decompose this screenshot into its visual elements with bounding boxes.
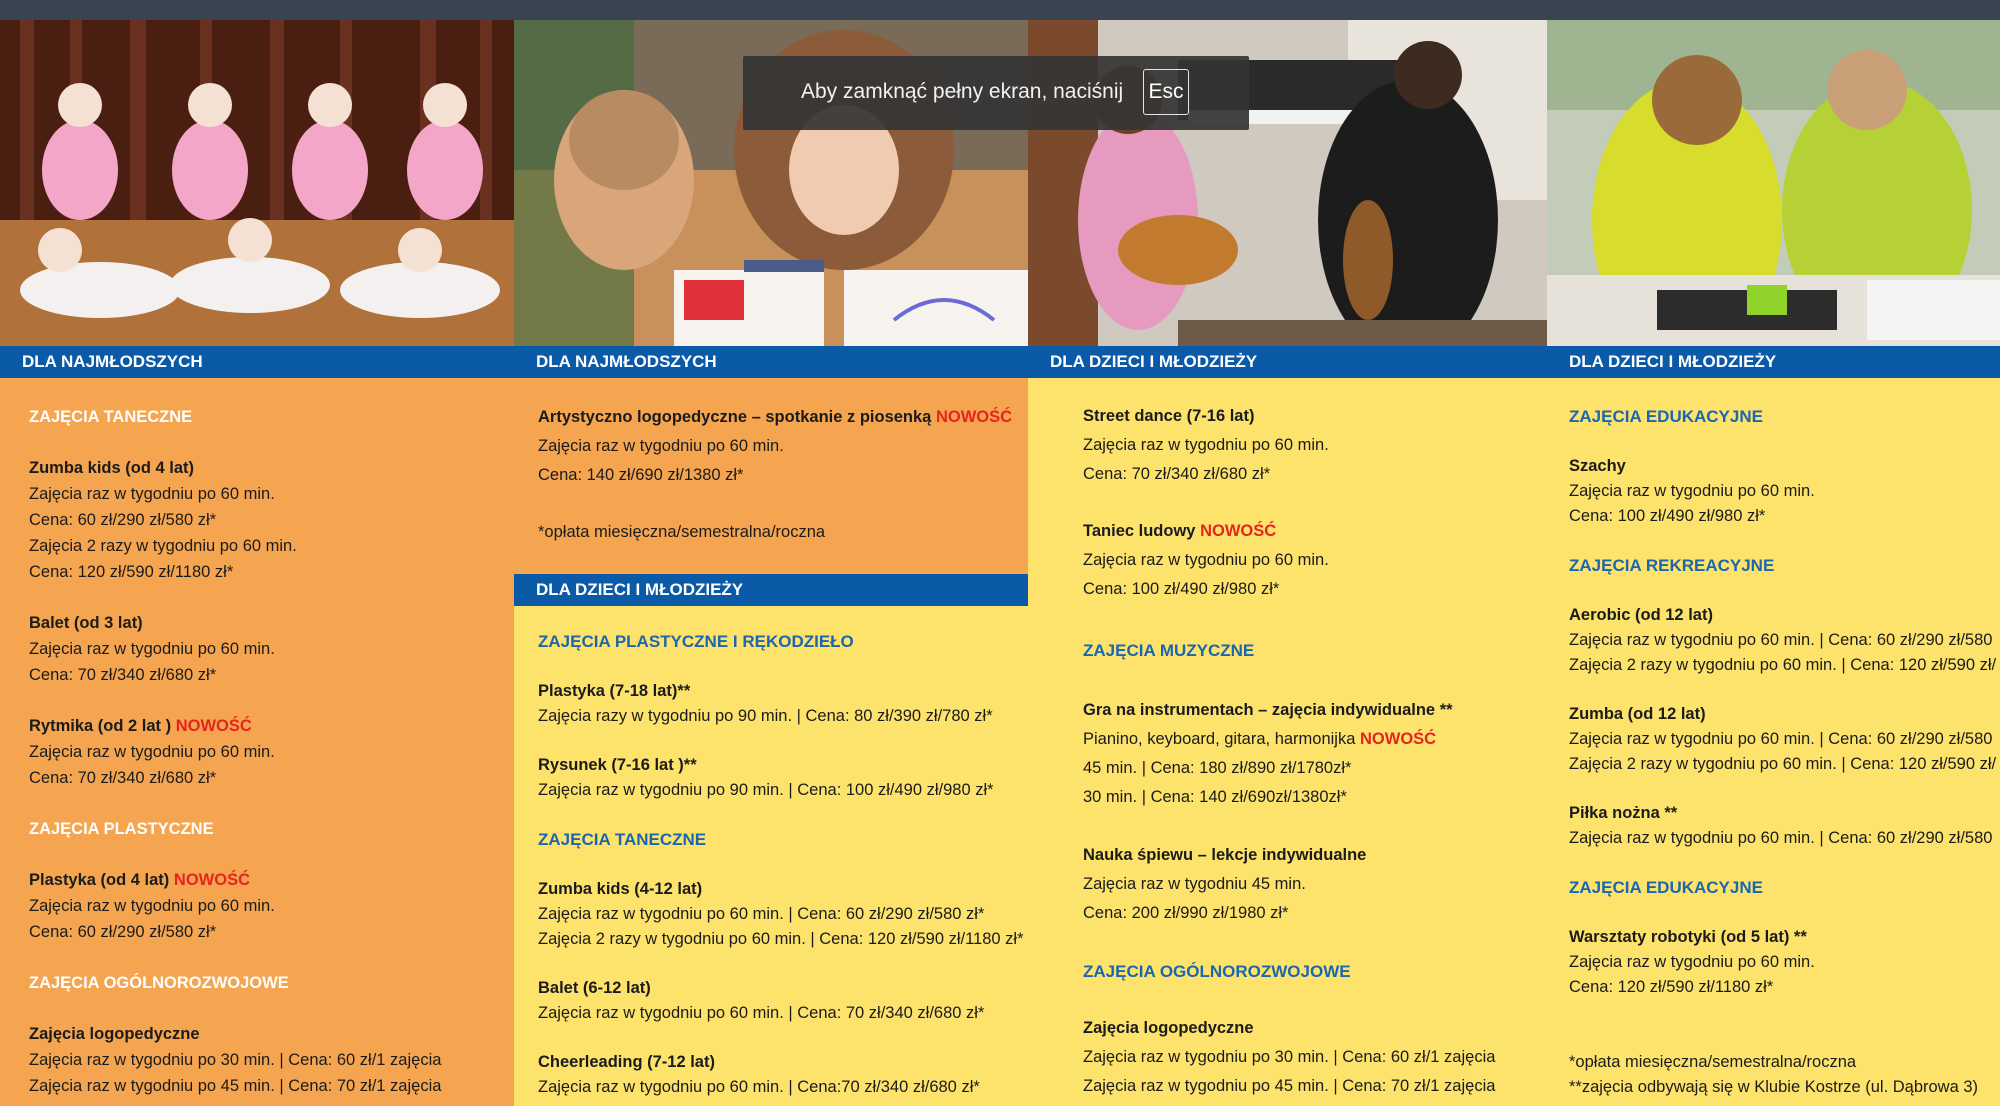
- title-text: Taniec ludowy: [1083, 522, 1196, 540]
- fullscreen-exit-notification: [743, 56, 1249, 130]
- class-price: Cena: 100 zł/490 zł/980 zł*: [1569, 507, 1766, 525]
- class-title-logopedia: Zajęcia logopedyczne: [29, 1025, 200, 1043]
- class-title-zumba-kids: Zumba kids (4-12 lat): [538, 880, 703, 898]
- class-title-balet: Balet (od 3 lat): [29, 614, 143, 632]
- class-schedule-price: Zajęcia raz w tygodniu po 30 min. | Cena: 60 zł/1 zajęcia: [29, 1051, 442, 1069]
- offer-panel: [1547, 378, 2000, 1106]
- section-header-dance: ZAJĘCIA TANECZNE: [29, 408, 193, 426]
- offer-panel: [1028, 378, 1547, 1106]
- class-instruments-list: [1083, 730, 1436, 749]
- section-header-education: ZAJĘCIA EDUKACYJNE: [1569, 407, 1763, 426]
- class-price: Cena: 200 zł/990 zł/1980 zł*: [1083, 904, 1289, 922]
- category-band: DLA DZIECI I MŁODZIEŻY: [1547, 346, 2000, 378]
- new-badge: NOWOŚĆ: [1360, 730, 1437, 748]
- class-schedule: Zajęcia raz w tygodniu po 60 min.: [1083, 436, 1329, 454]
- class-title-street-dance: Street dance (7-16 lat): [1083, 407, 1255, 425]
- class-title-rytmika: [29, 717, 252, 736]
- new-badge: NOWOŚĆ: [173, 871, 250, 889]
- category-band: DLA NAJMŁODSZYCH: [0, 346, 514, 378]
- section-header-general: ZAJĘCIA OGÓLNOROZWOJOWE: [1083, 962, 1351, 981]
- class-title-art-speech: [538, 408, 1012, 427]
- category-band: DLA DZIECI I MŁODZIEŻY: [1028, 346, 1547, 378]
- title-text: Plastyka (od 4 lat): [29, 871, 170, 889]
- offer-panel-toddlers: [514, 378, 1028, 592]
- class-price: Cena: 120 zł/590 zł/1180 zł*: [29, 563, 234, 581]
- class-title-plastyka: Plastyka (7-18 lat)**: [538, 682, 691, 700]
- class-title-robotics: Warsztaty robotyki (od 5 lat) **: [1569, 928, 1807, 946]
- class-schedule-price: Zajęcia raz w tygodniu po 60 min. | Cena: 60 zł/290 zł/580: [1569, 631, 1993, 649]
- fullscreen-message: Aby zamknąć pełny ekran, naciśnij: [801, 80, 1124, 103]
- class-price: Cena: 60 zł/290 zł/580 zł*: [29, 511, 217, 529]
- class-price: Cena: 70 zł/340 zł/680 zł*: [29, 769, 217, 787]
- category-band: DLA DZIECI I MŁODZIEŻY: [514, 574, 1028, 606]
- class-title-aerobic: Aerobic (od 12 lat): [1569, 606, 1713, 624]
- class-price: Cena: 100 zł/490 zł/980 zł*: [1083, 580, 1280, 598]
- class-title-football: Piłka nożna **: [1569, 804, 1678, 822]
- class-schedule-price: Zajęcia raz w tygodniu po 60 min. | Cena: 60 zł/290 zł/580: [1569, 829, 1993, 847]
- column-3: [1028, 20, 1547, 1106]
- class-price: Cena: 70 zł/340 zł/680 zł*: [1083, 465, 1271, 483]
- new-badge: NOWOŚĆ: [1200, 522, 1277, 540]
- class-schedule-price: Zajęcia raz w tygodniu po 60 min. | Cena: 70 zł/340 zł/680 zł*: [538, 1004, 985, 1022]
- fee-note: *opłata miesięczna/semestralna/roczna: [1569, 1053, 1857, 1071]
- top-strip: [0, 0, 2000, 20]
- class-title-folk-dance: [1083, 522, 1276, 541]
- class-title-instruments: Gra na instrumentach – zajęcia indywidualne **: [1083, 701, 1453, 719]
- class-schedule: Zajęcia raz w tygodniu po 60 min.: [1569, 482, 1815, 500]
- new-badge: NOWOŚĆ: [175, 717, 252, 735]
- class-title-plastyka: [29, 871, 250, 890]
- class-schedule-price: Zajęcia raz w tygodniu po 45 min. | Cena: 70 zł/1 zajęcia: [29, 1077, 442, 1095]
- class-title-cheerleading: Cheerleading (7-12 lat): [538, 1053, 715, 1071]
- column-4: [1547, 20, 2000, 1106]
- class-schedule: Zajęcia raz w tygodniu po 60 min.: [29, 485, 275, 503]
- new-badge: NOWOŚĆ: [935, 408, 1013, 426]
- class-title-chess: Szachy: [1569, 457, 1626, 475]
- class-price: Cena: 60 zł/290 zł/580 zł*: [29, 923, 217, 941]
- class-schedule: Zajęcia raz w tygodniu po 60 min.: [538, 437, 784, 455]
- class-schedule-price: Zajęcia raz w tygodniu po 60 min. | Cena: 60 zł/290 zł/580: [1569, 730, 1993, 748]
- section-header-general: ZAJĘCIA OGÓLNOROZWOJOWE: [29, 974, 289, 992]
- fee-note: *opłata miesięczna/semestralna/roczna: [538, 523, 826, 541]
- title-text: Artystyczno logopedyczne – spotkanie z piosenką: [538, 408, 932, 426]
- title-text: Rytmika (od 2 lat ): [29, 717, 172, 735]
- class-title-singing: Nauka śpiewu – lekcje indywidualne: [1083, 846, 1367, 864]
- class-schedule: Zajęcia raz w tygodniu po 60 min.: [29, 743, 275, 761]
- class-price: Cena: 70 zł/340 zł/680 zł*: [29, 666, 217, 684]
- column-1: [0, 20, 514, 1106]
- class-schedule: Zajęcia 2 razy w tygodniu po 60 min.: [29, 537, 297, 555]
- class-price: Cena: 120 zł/590 zł/1180 zł*: [1569, 978, 1774, 996]
- offer-panel-youth: [514, 606, 1028, 1106]
- offer-panel: [0, 378, 514, 1106]
- class-schedule-price: Zajęcia raz w tygodniu po 60 min. | Cena:70 zł/340 zł/680 zł*: [538, 1078, 980, 1096]
- photo-robotics-kids: [1547, 20, 2000, 346]
- class-title-zumba: Zumba (od 12 lat): [1569, 705, 1706, 723]
- class-schedule-price: 45 min. | Cena: 180 zł/890 zł/1780zł*: [1083, 759, 1352, 777]
- class-schedule: Zajęcia raz w tygodniu po 60 min.: [29, 897, 275, 915]
- section-header-music: ZAJĘCIA MUZYCZNE: [1083, 641, 1255, 660]
- class-schedule-price: 30 min. | Cena: 140 zł/690zł/1380zł*: [1083, 788, 1347, 806]
- class-schedule: Zajęcia raz w tygodniu 45 min.: [1083, 875, 1306, 893]
- class-schedule-price: Zajęcia raz w tygodniu po 60 min. | Cena: 60 zł/290 zł/580 zł*: [538, 905, 985, 923]
- class-price: Cena: 140 zł/690 zł/1380 zł*: [538, 466, 744, 484]
- column-2: [514, 20, 1028, 1106]
- class-schedule-price: Zajęcia raz w tygodniu po 45 min. | Cena: 70 zł/1 zajęcia: [1083, 1077, 1496, 1095]
- class-title-zumba-kids: Zumba kids (od 4 lat): [29, 459, 195, 477]
- class-title-rysunek: Rysunek (7-16 lat )**: [538, 756, 697, 774]
- class-schedule-price: Zajęcia 2 razy w tygodniu po 60 min. | Cena: 120 zł/590 zł/: [1569, 755, 1997, 773]
- class-schedule: Zajęcia raz w tygodniu po 60 min.: [29, 640, 275, 658]
- class-schedule-price: Zajęcia razy w tygodniu po 90 min. | Cena: 80 zł/390 zł/780 zł*: [538, 707, 993, 725]
- class-schedule-price: Zajęcia 2 razy w tygodniu po 60 min. | Cena: 120 zł/590 zł/1180 zł*: [538, 930, 1024, 948]
- class-title-balet: Balet (6-12 lat): [538, 979, 651, 997]
- class-schedule: Zajęcia raz w tygodniu po 60 min.: [1569, 953, 1815, 971]
- instruments-text: Pianino, keyboard, gitara, harmonijka: [1083, 730, 1356, 748]
- location-note: **zajęcia odbywają się w Klubie Kostrze (ul. Dąbrowa 3): [1569, 1078, 1979, 1096]
- esc-key-hint: Esc: [1143, 69, 1189, 115]
- section-header-art-craft: ZAJĘCIA PLASTYCZNE I RĘKODZIEŁO: [538, 632, 854, 651]
- class-schedule-price: Zajęcia raz w tygodniu po 30 min. | Cena: 60 zł/1 zajęcia: [1083, 1048, 1496, 1066]
- class-schedule: Zajęcia raz w tygodniu po 60 min.: [1083, 551, 1329, 569]
- class-title-logopedia: Zajęcia logopedyczne: [1083, 1019, 1254, 1037]
- photo-ballet-kids: [0, 20, 514, 346]
- section-header-dance: ZAJĘCIA TANECZNE: [538, 830, 707, 849]
- section-header-education-2: ZAJĘCIA EDUKACYJNE: [1569, 878, 1763, 897]
- class-schedule-price: Zajęcia raz w tygodniu po 90 min. | Cena: 100 zł/490 zł/980 zł*: [538, 781, 994, 799]
- category-band: DLA NAJMŁODSZYCH: [514, 346, 1028, 378]
- section-header-recreation: ZAJĘCIA REKREACYJNE: [1569, 556, 1775, 575]
- section-header-art: ZAJĘCIA PLASTYCZNE: [29, 820, 214, 838]
- class-schedule-price: Zajęcia 2 razy w tygodniu po 60 min. | Cena: 120 zł/590 zł/: [1569, 656, 1997, 674]
